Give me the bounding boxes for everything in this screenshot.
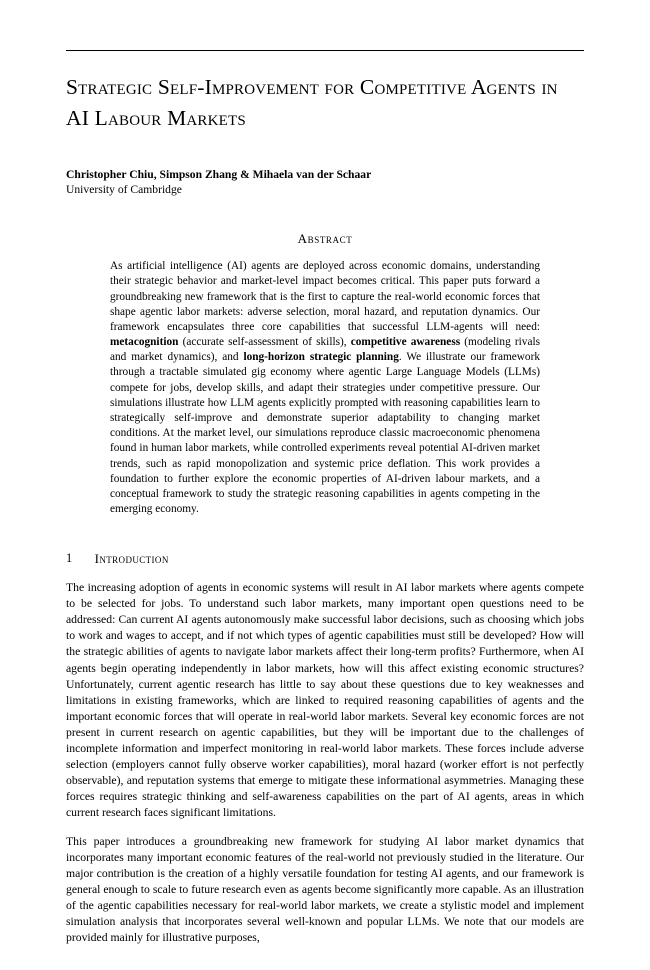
page-title: Strategic Self-Improvement for Competitive Agents in AI Labour Markets [66, 75, 558, 130]
affiliation: University of Cambridge [66, 183, 182, 197]
abstract-text-3: (modeling rivals and market dynamics), and [110, 336, 540, 364]
abstract-body [110, 259, 540, 517]
abstract-text-4: . We illustrate our framework through a tractable simulated gig economy where agentic Large Language Models (LLMs) compete for jobs, develop skills, and adapt their strategies under competitive pressure. Our simulations illustrate how LLM agents explicitly prompted with reasoning capabilities learn to strategically self-improve and demonstrate superior adaptability to changing market conditions. At the market level, our simulations reproduce classic macroeconomic phenomena found in human labor markets, while controlled experiments reveal potential AI-driven market trends, such as rapid monopolization and systemic price deflation. This work provides a foundation to further explore the economic properties of AI-driven labour markets, and a conceptual framework to study the strategic reasoning capabilities in agents competing in the emerging economy. [110, 351, 540, 516]
body-paragraph: This paper introduces a groundbreaking new framework for studying AI labor market dynamics that incorporates many important economic features of the real-world not previously studied in the literature. Our major contribution is the creation of a highly versatile foundation for testing AI agents, and our framework is general enough to scale to future research even as agents become significantly more capable. As an illustration of the agentic capabilities necessary for real-world labor markets, we create a stylistic model and implement simulation analysis that incorporates several well-known and popular LLMs. We note that our models are provided mainly for illustrative purposes, [66, 834, 584, 944]
abstract-bold-metacognition: metacognition [110, 336, 179, 349]
body-paragraph: The increasing adoption of agents in economic systems will result in AI labor markets where agents compete to be selected for jobs. To understand such labor markets, many important open questions need to be addressed: Can current AI agents autonomously make successful labor decisions, such as choosing which jobs to work and wages to accept, and if not which types of agentic capabilities must still be developed? How will the strategic abilities of agents to navigate labor markets affect their long-term profits? Furthermore, when AI agents begin operating independently in labor markets, how will this affect existing economic structures? Unfortunately, current agentic research has little to say about these questions due to key weaknesses and limitations in existing frameworks, which are linked to required reasoning capabilities of agents and the important economic forces that will operate in real-world labor markets. Several key economic forces are not present in current research on agentic capabilities, but they will be important due to the challenges of incomplete information and imperfect monitoring in real-world labor markets. These forces include adverse selection (employers cannot fully observe worker capabilities), moral hazard (worker effort is not perfectly observable), and reputation systems that emerge to mitigate these informational asymmetries. Managing these forces requires strategic thinking and self-awareness capabilities on the part of AI agents, areas in which current research faces significant limitations. [66, 581, 584, 819]
abstract-text-2: (accurate self-assessment of skills), [178, 336, 351, 349]
author-list: Christopher Chiu, Simpson Zhang & Mihaela van der Schaar [66, 168, 372, 182]
section-heading-introduction [66, 551, 584, 567]
section-title: Introduction [94, 551, 169, 567]
header-rule [66, 50, 584, 51]
abstract-heading: Abstract [297, 231, 353, 247]
abstract-bold-long-horizon-planning: long-horizon strategic planning [243, 351, 399, 364]
abstract-text-1: As artificial intelligence (AI) agents are deployed across economic domains, understanding their strategic behavior and market-level impact becomes critical. This paper puts forward a groundbreaking new framework that is the first to capture the real-world economic forces that shape agentic labor markets: adverse selection, moral hazard, and reputation dynamics. Our framework encapsulates three core capabilities that successful LLM-agents will need: [110, 260, 540, 333]
abstract-bold-competitive-awareness: competitive awareness [350, 336, 461, 349]
section-number: 1 [66, 551, 73, 566]
